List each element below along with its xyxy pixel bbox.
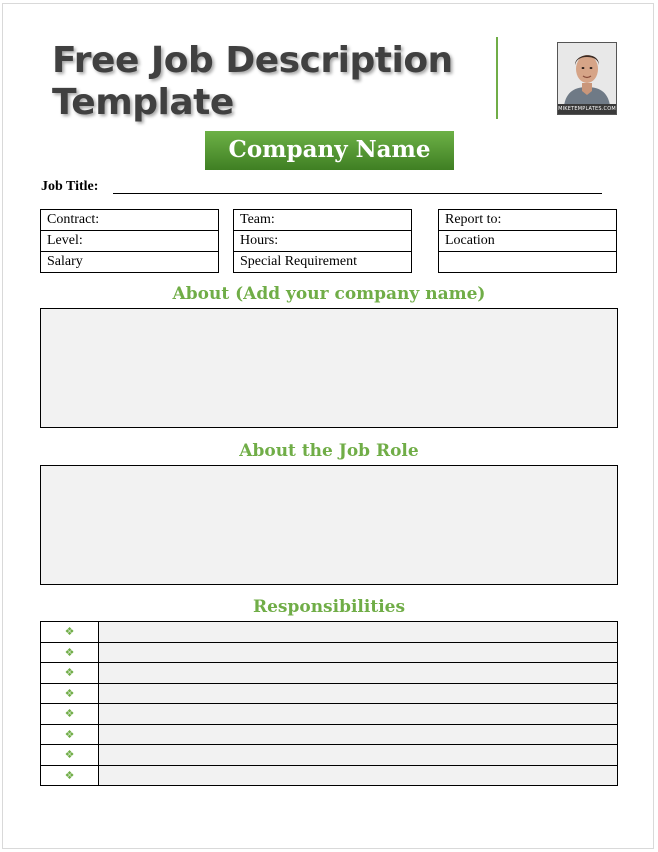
diamond-bullet-icon: ❖ — [41, 663, 99, 684]
job-title-row — [41, 179, 601, 197]
header-divider — [496, 37, 498, 119]
about-heading: About (Add your company name) — [172, 284, 486, 304]
responsibility-field[interactable] — [99, 704, 618, 725]
responsibility-field[interactable] — [99, 745, 618, 766]
responsibility-row — [41, 642, 618, 663]
photo-caption: MIKETEMPLATES.COM — [558, 106, 616, 112]
person-portrait-icon — [558, 43, 616, 106]
diamond-bullet-icon: ❖ — [41, 642, 99, 663]
info-cell-report-to[interactable]: Report to: — [439, 210, 617, 231]
responsibility-field[interactable] — [99, 765, 618, 786]
info-cell-level[interactable]: Level: — [41, 231, 219, 252]
responsibility-field[interactable] — [99, 663, 618, 684]
diamond-bullet-icon: ❖ — [41, 765, 99, 786]
responsibility-row — [41, 745, 618, 766]
responsibility-row — [41, 622, 618, 643]
title-line-2: Template — [52, 82, 234, 123]
responsibility-row — [41, 765, 618, 786]
info-cell-hours[interactable]: Hours: — [234, 231, 412, 252]
diamond-bullet-icon: ❖ — [41, 622, 99, 643]
job-role-text-box[interactable] — [40, 465, 618, 585]
diamond-bullet-icon: ❖ — [41, 745, 99, 766]
info-table-contract — [40, 209, 219, 273]
diamond-bullet-icon: ❖ — [41, 683, 99, 704]
info-table-report — [438, 209, 617, 273]
info-table-team — [233, 209, 412, 273]
document-title — [52, 40, 453, 124]
info-cell-location[interactable]: Location — [439, 231, 617, 252]
title-line-1: Free Job Description — [52, 40, 453, 81]
diamond-bullet-icon: ❖ — [41, 704, 99, 725]
profile-photo — [557, 42, 617, 115]
info-cell-contract[interactable]: Contract: — [41, 210, 219, 231]
job-role-heading: About the Job Role — [239, 441, 419, 461]
job-title-input-line[interactable] — [113, 193, 602, 194]
info-cell-team[interactable]: Team: — [234, 210, 412, 231]
about-text-box[interactable] — [40, 308, 618, 428]
responsibility-row — [41, 704, 618, 725]
responsibilities-table — [40, 621, 618, 786]
responsibilities-heading: Responsibilities — [252, 597, 406, 617]
diamond-bullet-icon: ❖ — [41, 724, 99, 745]
info-cell-blank[interactable] — [439, 252, 617, 273]
responsibility-row — [41, 724, 618, 745]
company-name-banner[interactable]: Company Name — [205, 131, 454, 170]
responsibility-field[interactable] — [99, 622, 618, 643]
info-cell-salary[interactable]: Salary — [41, 252, 219, 273]
responsibility-row — [41, 663, 618, 684]
responsibility-field[interactable] — [99, 642, 618, 663]
responsibility-field[interactable] — [99, 683, 618, 704]
info-cell-special-requirement[interactable]: Special Requirement — [234, 252, 412, 273]
responsibility-row — [41, 683, 618, 704]
job-title-label: Job Title: — [41, 179, 99, 194]
responsibility-field[interactable] — [99, 724, 618, 745]
